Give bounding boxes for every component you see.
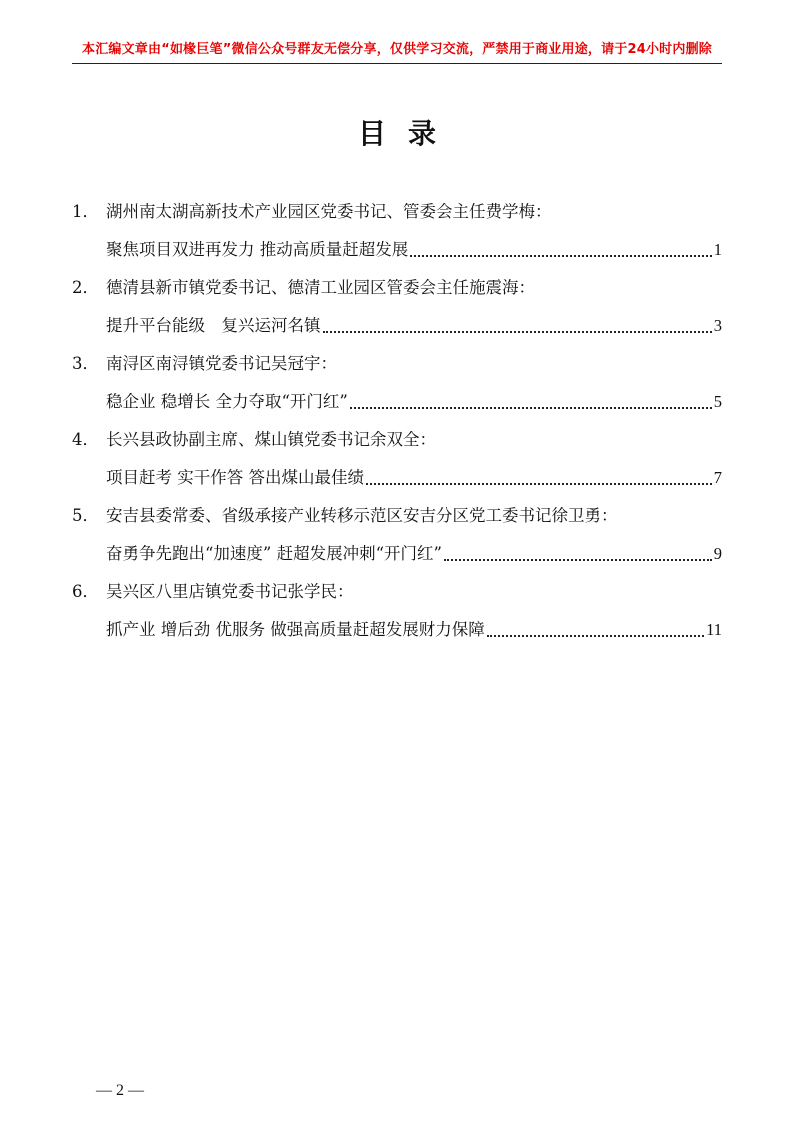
toc-entry-subtitle-line (106, 462, 722, 494)
toc-entry-subtitle: 聚焦项目双进再发力 推动高质量赶超发展 (106, 240, 409, 259)
toc-entry-subtitle-line (106, 234, 722, 266)
header-divider (72, 63, 722, 64)
dot-leader (410, 255, 712, 257)
toc-entry-heading-text: 南浔区南浔镇党委书记吴冠宇： (106, 354, 337, 373)
toc-entry-number: 4． (72, 430, 99, 449)
toc-entry[interactable] (72, 424, 722, 500)
toc-entry-subtitle: 稳企业 稳增长 全力夺取“开门红” (106, 392, 348, 411)
toc-entry-page-number: 1 (713, 240, 722, 259)
toc-entry-subtitle-line (106, 310, 722, 342)
toc-entry-number: 5． (72, 506, 99, 525)
toc-entry-heading-text: 吴兴区八里店镇党委书记张学民： (106, 582, 354, 601)
toc-entry-subtitle: 奋勇争先跑出“加速度” 赶超发展冲刺“开门红” (106, 544, 442, 563)
page-number-footer: — 2 — (96, 1082, 144, 1099)
toc-entry-page-number: 9 (713, 544, 722, 563)
toc-entry-subtitle-line (106, 538, 722, 570)
toc-entry-subtitle: 提升平台能级 复兴运河名镇 (106, 316, 321, 335)
toc-entry-number: 3． (72, 354, 99, 373)
toc-entry-heading (72, 500, 618, 532)
dot-leader (350, 407, 712, 409)
toc-entry-heading (72, 424, 436, 456)
toc-entry[interactable] (72, 576, 722, 652)
toc-entry[interactable] (72, 196, 722, 272)
toc-entry-page-number: 7 (713, 468, 722, 487)
dot-leader (444, 559, 712, 561)
toc-entry-heading-text: 德清县新市镇党委书记、德清工业园区管委会主任施震海： (106, 278, 535, 297)
table-of-contents (72, 196, 722, 652)
toc-entry-page-number: 3 (713, 316, 722, 335)
toc-entry-heading (72, 348, 337, 380)
toc-entry-subtitle: 项目赶考 实干作答 答出煤山最佳绩 (106, 468, 364, 487)
toc-entry[interactable] (72, 348, 722, 424)
toc-entry[interactable] (72, 272, 722, 348)
toc-entry-number: 1． (72, 202, 99, 221)
header-notice: 本汇编文章由“如椽巨笔”微信公众号群友无偿分享，仅供学习交流，严禁用于商业用途，请于24小时内删除 (82, 42, 712, 57)
toc-entry-heading (72, 576, 354, 608)
toc-entry-heading-text: 湖州南太湖高新技术产业园区党委书记、管委会主任费学梅： (106, 202, 552, 221)
dot-leader (366, 483, 712, 485)
page-title: 目录 (357, 117, 458, 150)
toc-entry-heading-text: 长兴县政协副主席、煤山镇党委书记余双全： (106, 430, 436, 449)
toc-entry-page-number: 11 (706, 620, 722, 639)
toc-entry-heading (72, 196, 552, 228)
toc-entry-heading-text: 安吉县委常委、省级承接产业转移示范区安吉分区党工委书记徐卫勇： (106, 506, 618, 525)
dot-leader (487, 635, 704, 637)
toc-entry-number: 2． (72, 278, 99, 297)
toc-entry-number: 6． (72, 582, 99, 601)
toc-entry-heading (72, 272, 535, 304)
toc-entry-subtitle: 抓产业 增后劲 优服务 做强高质量赶超发展财力保障 (106, 620, 485, 639)
toc-entry[interactable] (72, 500, 722, 576)
toc-entry-subtitle-line (106, 614, 722, 646)
toc-entry-page-number: 5 (713, 392, 722, 411)
toc-entry-subtitle-line (106, 386, 722, 418)
dot-leader (323, 331, 712, 333)
